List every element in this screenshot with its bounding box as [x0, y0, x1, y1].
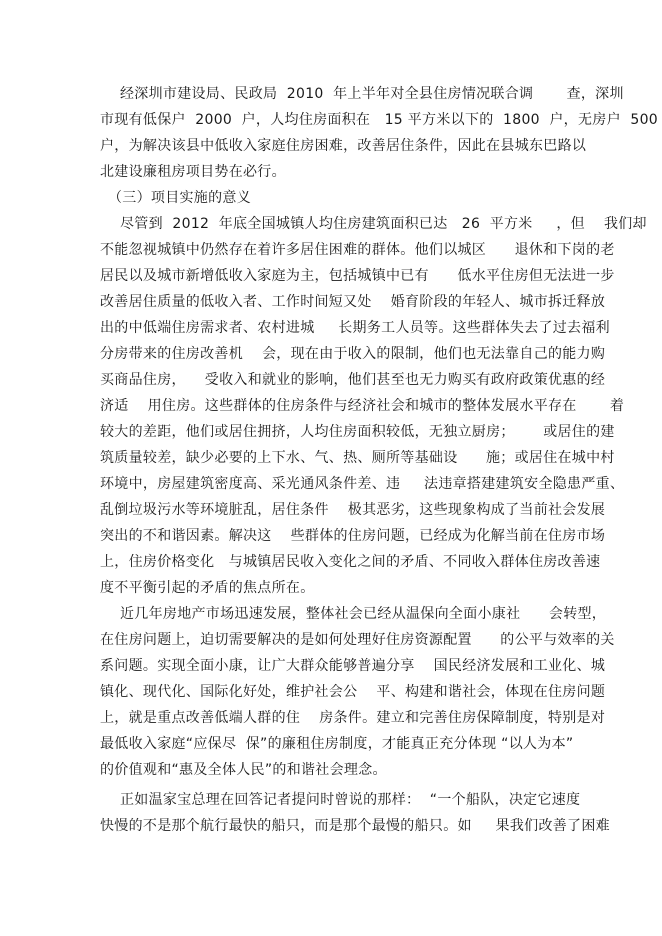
paragraph-1-line-4: 北建设廉租房项目势在必行。 [100, 164, 286, 180]
paragraph-2-line-3: 居民以及城市新增低收入家庭为主，包括城镇中已有 低水平住房但无法进一步 [100, 268, 615, 284]
paragraph-2-line-6: 分房带来的住房改善机 会，现在由于收入的限制，他们也无法靠自己的能力购 [100, 346, 606, 362]
paragraph-2-line-4: 改善居住质量的低收入者、工作时间短又处 婚育阶段的年轻人、城市拆迁释放 [100, 294, 606, 310]
paragraph-2-line-7: 买商品住房， 受收入和就业的影响，他们甚至也无力购买有政府政策优惠的经 [100, 372, 606, 388]
paragraph-2-line-13: 突出的不和谐因素。解决这 些群体的住房问题，已经成为化解当前在住房市场 [100, 528, 606, 544]
paragraph-1-line-3: 户，为解决该县中低收入家庭住房困难，改善居住条件，因此在县城东巴路以 [100, 138, 587, 154]
paragraph-1-line-1: 经深圳市建设局、民政局 2010 年上半年对全县住房情况联合调 查，深圳 [120, 86, 624, 102]
section-heading: （三）项目实施的意义 [108, 190, 251, 206]
paragraph-3-line-2: 在住房问题上，迫切需要解决的是如何处理好住房资源配置 的公平与效率的关 [100, 632, 615, 648]
paragraph-2-line-11: 环境中，房屋建筑密度高、采光通风条件差、违 法违章搭建建筑安全隐患严重、 [100, 476, 625, 492]
paragraph-2-line-9: 较大的差距，他们或居住拥挤，人均住房面积较低，无独立厨房； 或居住的建 [100, 424, 615, 440]
paragraph-2-line-14: 上，住房价格变化 与城镇居民收入变化之间的矛盾、不同收入群体住房改善速 [100, 554, 601, 570]
paragraph-2-line-2: 不能忽视城镇中仍然存在着许多居住困难的群体。他们以城区 退休和下岗的老 [100, 242, 615, 258]
paragraph-3-line-6: 最低收入家庭“应保尽 保”的廉租住房制度，才能真正充分体现 “以人为本” [100, 736, 574, 752]
paragraph-3-line-3: 系问题。实现全面小康，让广大群众能够普遍分享 国民经济发展和工业化、城 [100, 658, 606, 674]
paragraph-4-line-2: 快慢的不是那个航行最快的船只，而是那个最慢的船只。如 果我们改善了困难 [100, 818, 610, 834]
paragraph-2-line-10: 筑质量较差，缺少必要的上下水、气、热、厕所等基础设 施；或居住在城中村 [100, 450, 615, 466]
paragraph-3-line-5: 上，就是重点改善低端人群的住 房条件。建立和完善住房保障制度，特别是对 [100, 710, 606, 726]
paragraph-2-line-12: 乱倒垃圾污水等环境脏乱，居住条件 极其恶劣，这些现象构成了当前社会发展 [100, 502, 606, 518]
paragraph-3-line-7: 的价值观和“惠及全体人民”的和谐社会理念。 [100, 762, 387, 778]
paragraph-3-line-1: 近几年房地产市场迅速发展，整体社会已经从温保向全面小康社 会转型， [120, 606, 607, 622]
paragraph-2-line-5: 出的中低端住房需求者、农村进城 长期务工人员等。这些群体失去了过去福利 [100, 320, 610, 336]
paragraph-2-line-1: 尽管到 2012 年底全国城镇人均住房建筑面积已达 26 平方米 ，但 我们却 [120, 216, 647, 232]
paragraph-4-line-1: 正如温家宝总理在回答记者提问时曾说的那样： “一个船队，决定它速度 [120, 792, 581, 808]
paragraph-2-line-15: 度不平衡引起的矛盾的焦点所在。 [100, 580, 315, 596]
paragraph-2-line-8: 济适 用住房。这些群体的住房条件与经济社会和城市的整体发展水平存在 着 [100, 398, 625, 414]
paragraph-1-line-2: 市现有低保户 2000 户，人均住房面积在 15 平方米以下的 1800 户，无房户 500 [100, 112, 658, 128]
paragraph-3-line-4: 镇化、现代化、国际化好处，维护社会公 平、构建和谐社会，体现在住房问题 [100, 684, 606, 700]
